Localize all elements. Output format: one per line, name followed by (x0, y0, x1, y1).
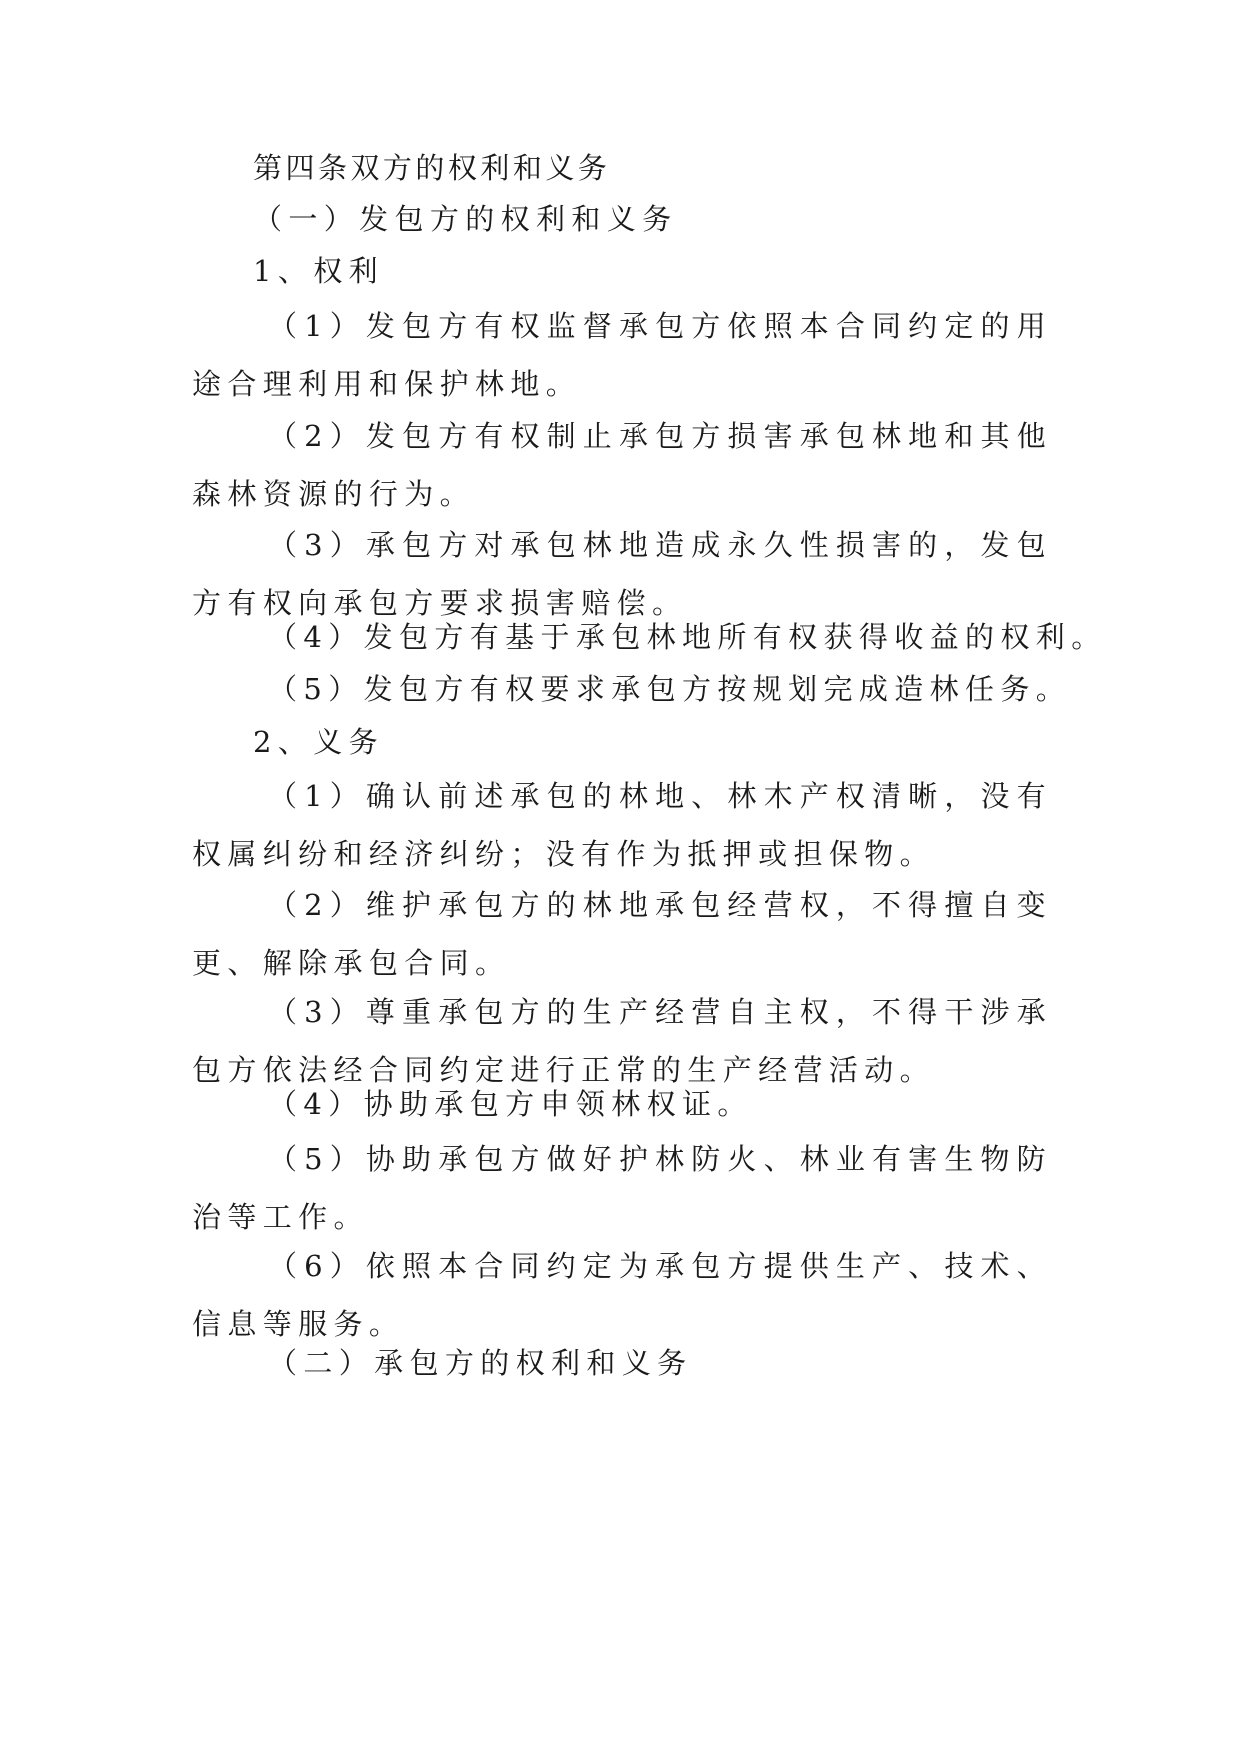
rights-item-4: （4）发包方有基于承包林地所有权获得收益的权利。 (268, 620, 1107, 654)
duties-item-4: （4）协助承包方申领林权证。 (268, 1087, 753, 1121)
rights-item-2: （2）发包方有权制止承包方损害承包林地和其他森林资源的行为。 (192, 419, 1052, 511)
section-two-title: （二）承包方的权利和义务 (268, 1346, 693, 1380)
rights-title: 1、权利 (253, 254, 384, 288)
section-one-title: （一）发包方的权利和义务 (253, 202, 678, 236)
duties-item-5: （5）协助承包方做好护林防火、林业有害生物防治等工作。 (192, 1142, 1052, 1234)
article-heading: 第四条双方的权利和义务 (253, 151, 611, 185)
duties-item-2: （2）维护承包方的林地承包经营权，不得擅自变更、解除承包合同。 (192, 888, 1052, 980)
duties-title: 2、义务 (253, 725, 384, 759)
rights-item-3: （3）承包方对承包林地造成永久性损害的，发包方有权向承包方要求损害赔偿。 (192, 528, 1052, 620)
rights-item-1: （1）发包方有权监督承包方依照本合同约定的用途合理利用和保护林地。 (192, 309, 1052, 401)
rights-item-5: （5）发包方有权要求承包方按规划完成造林任务。 (268, 672, 1072, 706)
duties-item-1: （1）确认前述承包的林地、林木产权清晰，没有权属纠纷和经济纠纷；没有作为抵押或担保物。 (192, 779, 1052, 871)
duties-item-6: （6）依照本合同约定为承包方提供生产、技术、信息等服务。 (192, 1249, 1052, 1341)
duties-item-3: （3）尊重承包方的生产经营自主权，不得干涉承包方依法经合同约定进行正常的生产经营活动。 (192, 995, 1052, 1087)
